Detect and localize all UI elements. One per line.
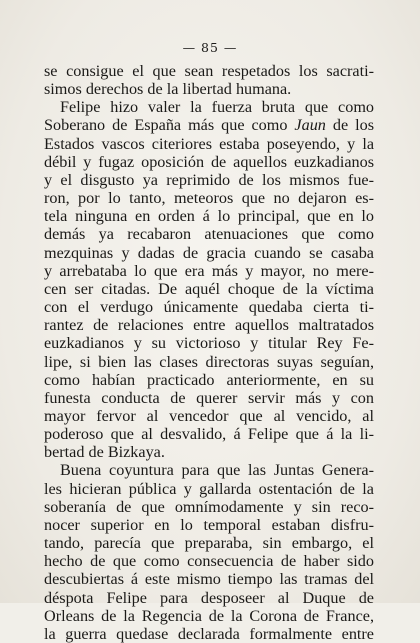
body-text — [44, 62, 374, 643]
text-line: demás ya recabaron atenuaciones que como — [44, 225, 374, 244]
text-line: Orleans de la Regencia de la Corona de France, — [44, 606, 374, 625]
text-line: rantez de relaciones entre aquellos maltratados — [44, 316, 374, 335]
text-line: lipe, si bien las clases directoras suyas seguían, — [44, 352, 374, 371]
text-line: Estados vascos citeriores estaba poseyendo, y la — [44, 134, 374, 153]
text-line: mayor fervor al vencedor que al vencido, al — [44, 406, 374, 425]
text-line: soberanía de que omnímodamente y sin reco- — [44, 497, 374, 516]
text-line: y el disgusto ya reprimido de los mismos fue- — [44, 170, 374, 189]
text-line: déspota Felipe para desposeer al Duque de — [44, 588, 374, 607]
italic-word: Jaun — [294, 116, 326, 135]
text-line: Buena coyuntura para que las Juntas Genera- — [60, 461, 374, 480]
text-line: euzkadianos y su victorioso y titular Rey Fe- — [44, 334, 374, 353]
text-line: se consigue el que sean respetados los sacrati- — [44, 62, 374, 80]
text-line: Felipe hizo valer la fuerza bruta que como — [60, 98, 374, 117]
text-line: tando, parecía que preparaba, sin embargo, el — [44, 534, 374, 553]
text-line: cen ser citadas. De aquél choque de la víctima — [44, 279, 374, 298]
text-line: como habían practicado anteriormente, en su — [44, 370, 374, 389]
text-line: débil y fugaz oposición de aquellos euzkadianos — [44, 152, 374, 171]
text-line: ron, por lo tanto, meteoros que no dejaron es- — [44, 189, 374, 208]
text-line: bertad de Bizkaya. — [44, 443, 165, 462]
text-line: con el verdugo únicamente quedaba cierta ti- — [44, 298, 374, 317]
text-line: hecho de que como consecuencia de haber sido — [44, 552, 374, 571]
text-line: la guerra quedase declarada formalmente entre — [44, 624, 374, 643]
text-line: mezquinas y dadas de gracia cuando se casaba — [44, 243, 374, 262]
text-line: simos derechos de la libertad humana. — [44, 80, 292, 99]
page-number: — 85 — — [182, 40, 238, 55]
text-line: tela ninguna en orden á lo principal, que en lo — [44, 207, 374, 226]
text-line: poderoso que al desvalido, á Felipe que á la li- — [44, 425, 374, 444]
text-line: les hicieran pública y gallarda ostentación de la — [44, 479, 374, 498]
text-line: funesta conducta de querer servir más y con — [44, 388, 374, 407]
text-line: nocer superior en lo temporal estaban disfru- — [44, 515, 374, 534]
text-line: descubiertas á este mismo tiempo las tramas del — [44, 570, 374, 589]
text-line: Soberano de España más que como Jaun de los — [44, 116, 375, 135]
text-line: y arrebataba lo que era más y mayor, no mere- — [44, 261, 374, 280]
